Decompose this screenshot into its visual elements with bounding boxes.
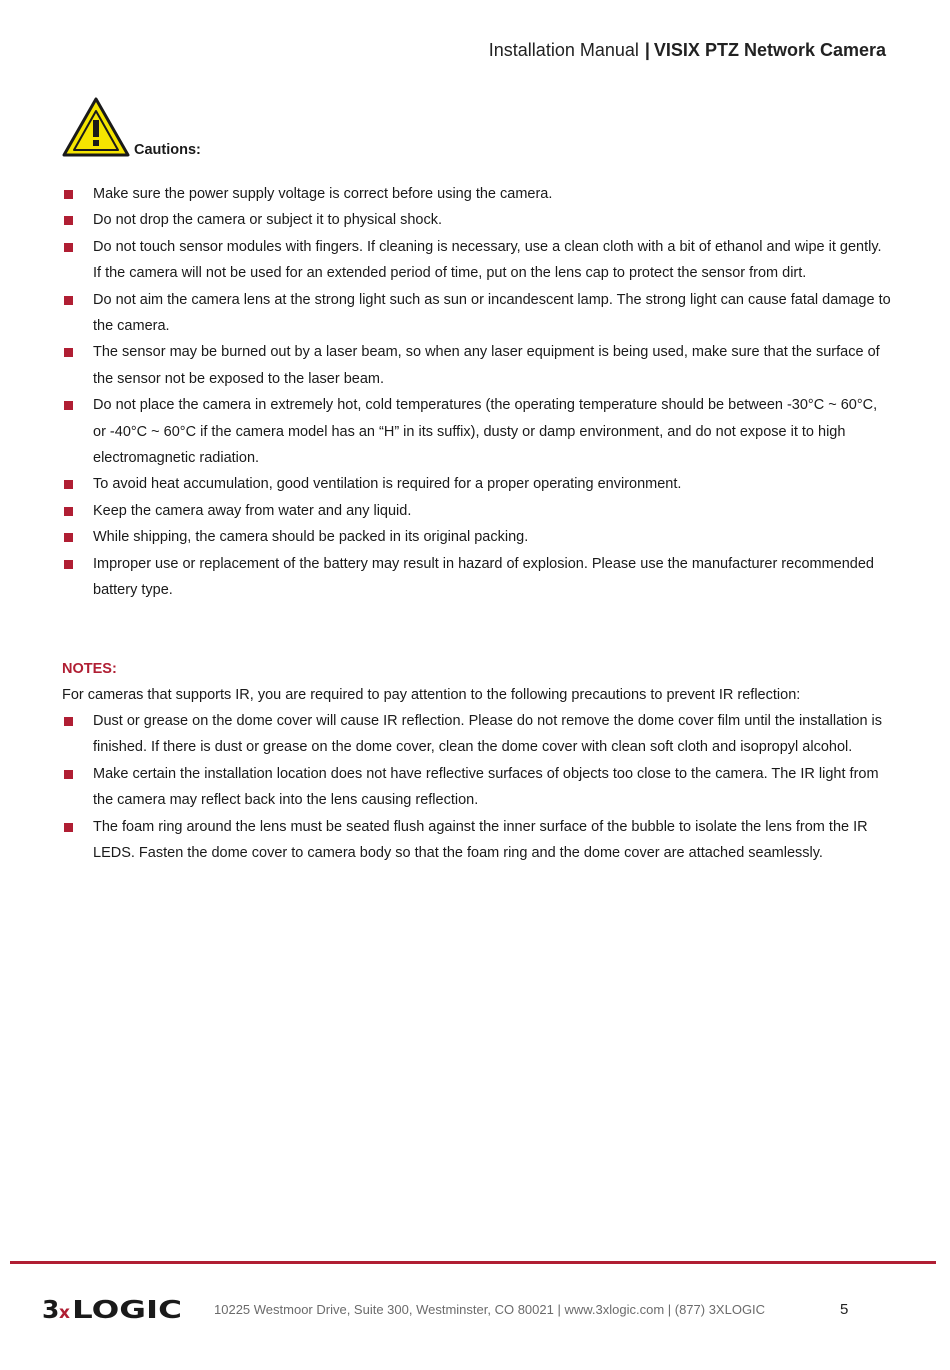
list-item (62, 761, 892, 814)
square-bullet-icon (64, 243, 73, 252)
list-item (62, 498, 892, 524)
footer-divider (10, 1261, 936, 1264)
list-item (62, 814, 892, 867)
list-item-text: To avoid heat accumulation, good ventilation is required for a proper operating environment. (93, 476, 682, 493)
header-separator: | (644, 40, 650, 60)
square-bullet-icon (64, 533, 73, 542)
list-item (62, 181, 892, 207)
notes-list (62, 708, 892, 866)
list-item (62, 524, 892, 550)
svg-text:x: x (59, 1303, 70, 1323)
list-item-text: Dust or grease on the dome cover will cause IR reflection. Please do not remove the dome cover film until the installation is finished. If there is dust or grease on the dome cover, clean the dome cover with clean soft cloth and isopropyl alcohol. (93, 713, 883, 756)
list-item-text: Do not touch sensor modules with fingers. If cleaning is necessary, use a clean cloth with a bit of ethanol and wipe it gently. If the camera will not be used for an extended period of time, put on the lens cap to protect the sensor from dirt. (93, 238, 882, 282)
svg-text:LOGIC: LOGIC (72, 1295, 182, 1324)
page-header (489, 40, 886, 61)
list-item-text: Do not place the camera in extremely hot, cold temperatures (the operating temperature should be between -30°C ~ 60°C, or -40°C ~ 60°C if the camera model has an “H” in its suffix), dusty or damp environment, and do not expose it to high electromagnetic radiation. (93, 397, 878, 467)
list-item-text: Make sure the power supply voltage is correct before using the camera. (93, 186, 553, 202)
square-bullet-icon (64, 770, 73, 779)
list-item-text: Keep the camera away from water and any liquid. (93, 502, 412, 519)
list-item-text: Improper use or replacement of the battery may result in hazard of explosion. Please use the manufacturer recommended battery type. (93, 555, 874, 599)
list-item-text: The foam ring around the lens must be seated flush against the inner surface of the bubble to isolate the lens from the IR LEDS. Fasten the dome cover to camera body so that the foam ring and the dome cover are attached seamlessly. (93, 818, 868, 862)
list-item-text: Do not aim the camera lens at the strong light such as sun or incandescent lamp. The strong light can cause fatal damage to the camera. (93, 291, 891, 335)
warning-triangle-icon (62, 96, 130, 158)
svg-text:3: 3 (42, 1295, 60, 1324)
square-bullet-icon (64, 348, 73, 357)
list-item-text: The sensor may be burned out by a laser beam, so when any laser equipment is being used, make sure that the surface of the sensor not be exposed to the laser beam. (93, 344, 880, 387)
list-item (62, 339, 892, 392)
list-item (62, 708, 892, 761)
list-item-text: While shipping, the camera should be packed in its original packing. (93, 529, 529, 546)
list-item (62, 551, 892, 604)
cautions-title: Cautions: (134, 142, 201, 158)
list-item (62, 471, 892, 497)
square-bullet-icon (64, 296, 73, 305)
list-item (62, 207, 892, 233)
square-bullet-icon (64, 401, 73, 410)
page-number: 5 (840, 1301, 849, 1318)
square-bullet-icon (64, 823, 73, 832)
square-bullet-icon (64, 480, 73, 489)
footer-address: 10225 Westmoor Drive, Suite 300, Westminster, CO 80021 | www.3xlogic.com | (877) 3XLOGIC (214, 1302, 766, 1317)
square-bullet-icon (64, 717, 73, 726)
list-item (62, 392, 892, 471)
cautions-list (62, 181, 892, 604)
header-product-name: VISIX PTZ Network Camera (653, 40, 886, 60)
square-bullet-icon (64, 190, 73, 199)
header-manual-title: Installation Manual (488, 40, 639, 60)
list-item-text: Make certain the installation location does not have reflective surfaces of objects too close to the camera. The IR light from the camera may reflect back into the lens causing reflection. (93, 765, 879, 809)
list-item-text: Do not drop the camera or subject it to physical shock. (93, 212, 442, 229)
list-item (62, 287, 892, 340)
list-item (62, 234, 892, 287)
square-bullet-icon (64, 507, 73, 516)
square-bullet-icon (64, 216, 73, 225)
notes-title: NOTES: (62, 661, 117, 677)
3xlogic-logo (42, 1294, 184, 1324)
square-bullet-icon (64, 560, 73, 569)
notes-intro: For cameras that supports IR, you are required to pay attention to the following precautions to prevent IR reflection: (62, 687, 801, 703)
